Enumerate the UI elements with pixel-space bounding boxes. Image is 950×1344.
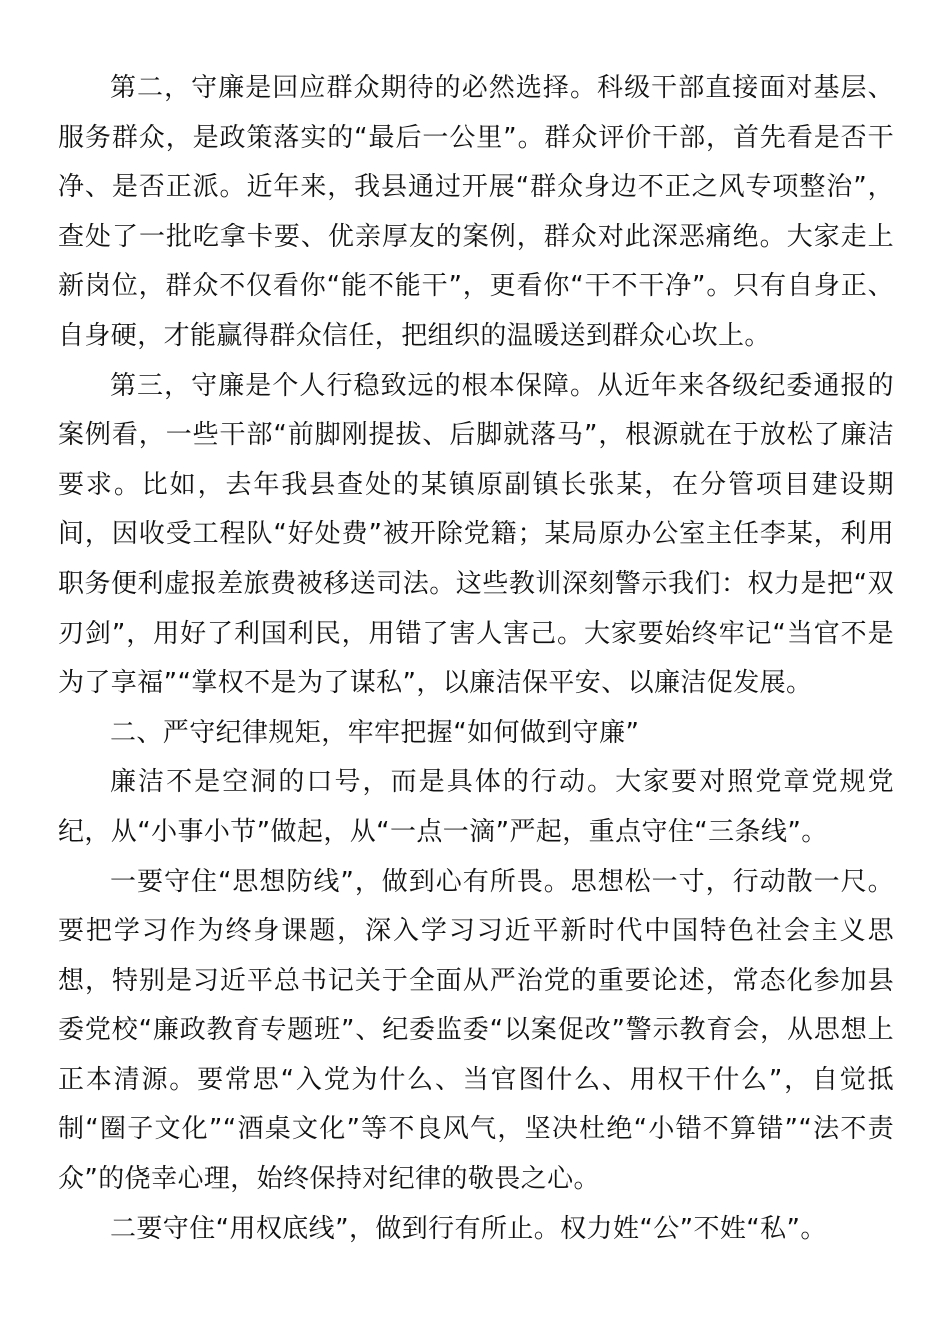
paragraph-power-bottomline: 二要守住“用权底线”，做到行有所止。权力姓“公”不姓“私”。 bbox=[110, 1213, 827, 1244]
paragraph-section-intro: 廉洁不是空洞的口号，而是具体的行动。大家要对照党章党规党纪，从“小事小节”做起，从“一点一滴”严起，重点守住“三条线”。 bbox=[58, 767, 894, 847]
paragraph-thought-defense: 一要守住“思想防线”，做到心有所畏。思想松一寸，行动散一尺。要把学习作为终身课题，深入学习习近平新时代中国特色社会主义思想，特别是习近平总书记关于全面从严治党的重要论述，常态化参加县委党校“廉政教育专题班”、纪委监委“以案促改”警示教育会，从思想上正本清源。要常思“入党为什么、当官图什么、用权干什么”，自觉抵制“圈子文化”“酒桌文化”等不良风气，坚决杜绝“小错不算错”“法不责众”的侥幸心理，始终保持对纪律的敬畏之心。 bbox=[58, 866, 894, 1195]
paragraph-third-point-2: 第三，守廉是个人行稳致远的根本保障。从近年来各级纪委通报的案例看，一些干部“前脚刚提拔、后脚就落马”，根源就在于放松了廉洁要求。比如，去年我县查处的某镇原副镇长张某，在分管项目建设期间，因收受工程队“好处费”被开除党籍；某局原办公室主任李某，利用职务便利虚报差旅费被移送司法。这些教训深刻警示我们：权力是把“双刃剑”，用好了利国利民，用错了害人害己。大家要始终牢记“当官不是为了享福”“掌权不是为了谋私”，以廉洁保平安、以廉洁促发展。 bbox=[58, 370, 894, 699]
section-heading-two: 二、严守纪律规矩，牢牢把握“如何做到守廉” bbox=[110, 717, 640, 748]
document-body bbox=[58, 64, 894, 1254]
paragraph-third-point-1: 第二，守廉是回应群众期待的必然选择。科级干部直接面对基层、服务群众，是政策落实的“最后一公里”。群众评价干部，首先看是否干净、是否正派。近年来，我县通过开展“群众身边不正之风专项整治”，查处了一批吃拿卡要、优亲厚友的案例，群众对此深恶痛绝。大家走上新岗位，群众不仅看你“能不能干”，更看你“干不干净”。只有自身正、自身硬，才能赢得群众信任，把组织的温暖送到群众心坎上。 bbox=[58, 73, 894, 351]
